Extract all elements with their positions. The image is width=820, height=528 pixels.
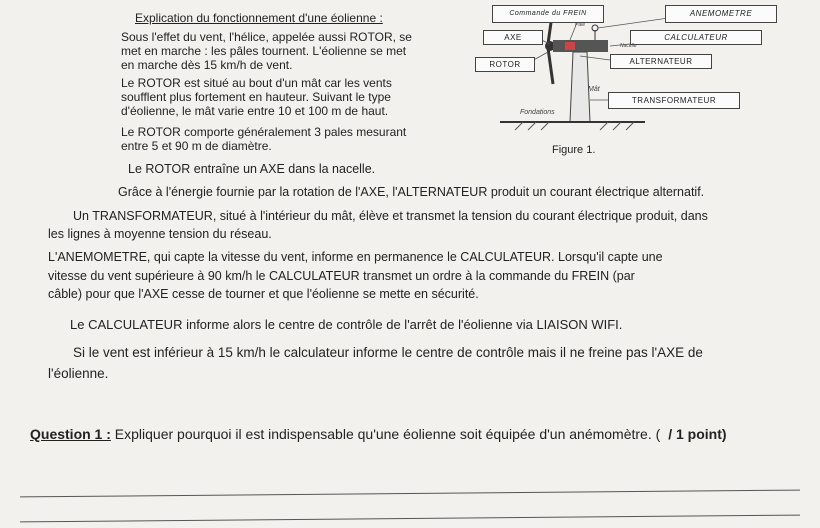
turbine-diagram [440, 0, 820, 160]
answer-line[interactable] [20, 490, 800, 498]
page-title: Explication du fonctionnement d'une éolienne : [135, 11, 383, 25]
paragraph-line: vitesse du vent supérieure à 90 km/h le CALCULATEUR transmet un ordre à la commande du FREIN (par [48, 268, 635, 283]
intro-line: d'éolienne, le mât varie entre 10 et 100 m de haut. [121, 104, 389, 118]
label-nacelle: Nacelle [620, 43, 637, 49]
label-calculateur: CALCULATEUR [630, 30, 762, 45]
paragraph-line: câble) pour que l'AXE cesse de tourner et que l'éolienne se mette en sécurité. [48, 287, 479, 301]
label-alternateur: ALTERNATEUR [610, 54, 712, 69]
label-transformateur: TRANSFORMATEUR [608, 92, 740, 109]
label-pale: Pale [575, 22, 586, 28]
paragraph-anemometre [48, 248, 663, 304]
blade-bottom [548, 48, 553, 84]
label-frein: Commande du FREIN [492, 5, 604, 23]
paragraph-line: l'éolienne. [48, 366, 109, 381]
label-fondations: Fondations [520, 109, 555, 116]
intro-line: Sous l'effet du vent, l'hélice, appelée aussi ROTOR, se [121, 30, 412, 44]
question-1 [30, 425, 727, 444]
paragraph-line: Un TRANSFORMATEUR, situé à l'intérieur du mât, élève et transmet la tension du courant électrique produit, dans [73, 209, 708, 223]
label-mat: Mât [588, 86, 600, 93]
label-anemometre: ANEMOMETRE [665, 5, 777, 23]
label-axe: AXE [483, 30, 543, 45]
answer-line[interactable] [20, 515, 800, 523]
question-text: Expliquer pourquoi il est indispensable qu'une éolienne soit équipée d'un anémomètre. ( [110, 426, 661, 442]
figure-caption: Figure 1. [552, 144, 596, 156]
label-rotor: ROTOR [475, 57, 535, 72]
intro-line: soufflent plus fortement en hauteur. Suivant le type [121, 90, 391, 104]
paragraph-line: les lignes à moyenne tension du réseau. [48, 227, 272, 241]
ground-hatch [515, 122, 634, 130]
paragraph-line: Si le vent est inférieur à 15 km/h le calculateur informe le centre de contrôle mais il ne freine pas l'AXE de [73, 345, 703, 360]
mast-shape [570, 52, 590, 122]
intro-line: met en marche : les pâles tournent. L'éolienne se met [121, 44, 407, 58]
paragraph-vent-faible [48, 342, 703, 384]
intro-line: en marche dès 15 km/h de vent. [121, 58, 293, 72]
frein-shape [565, 42, 575, 50]
intro-paragraph-3 [121, 125, 406, 153]
intro-line: Le ROTOR est situé au bout d'un mât car les vents [121, 76, 392, 90]
question-points: / 1 point) [668, 426, 727, 442]
nacelle-shape [553, 40, 608, 52]
intro-line: entre 5 et 90 m de diamètre. [121, 139, 272, 153]
paragraph-liaison-wifi: Le CALCULATEUR informe alors le centre de contrôle de l'arrêt de l'éolienne via LIAISON WIFI. [70, 317, 623, 332]
paragraph-line: L'ANEMOMETRE, qui capte la vitesse du vent, informe en permanence le CALCULATEUR. Lorsqu'il capte une [48, 250, 663, 264]
intro-line: Le ROTOR comporte généralement 3 pales mesurant [121, 125, 407, 139]
paragraph-rotor: Le ROTOR entraîne un AXE dans la nacelle. [128, 162, 376, 176]
paragraph-transformateur [48, 207, 708, 243]
wind-turbine-figure [440, 0, 820, 160]
intro-paragraph-1 [121, 30, 412, 72]
paragraph-alternateur: Grâce à l'énergie fournie par la rotation de l'AXE, l'ALTERNATEUR produit un courant électrique alternatif. [118, 185, 705, 199]
intro-paragraph-2 [121, 76, 392, 118]
question-label: Question 1 : [30, 426, 111, 442]
